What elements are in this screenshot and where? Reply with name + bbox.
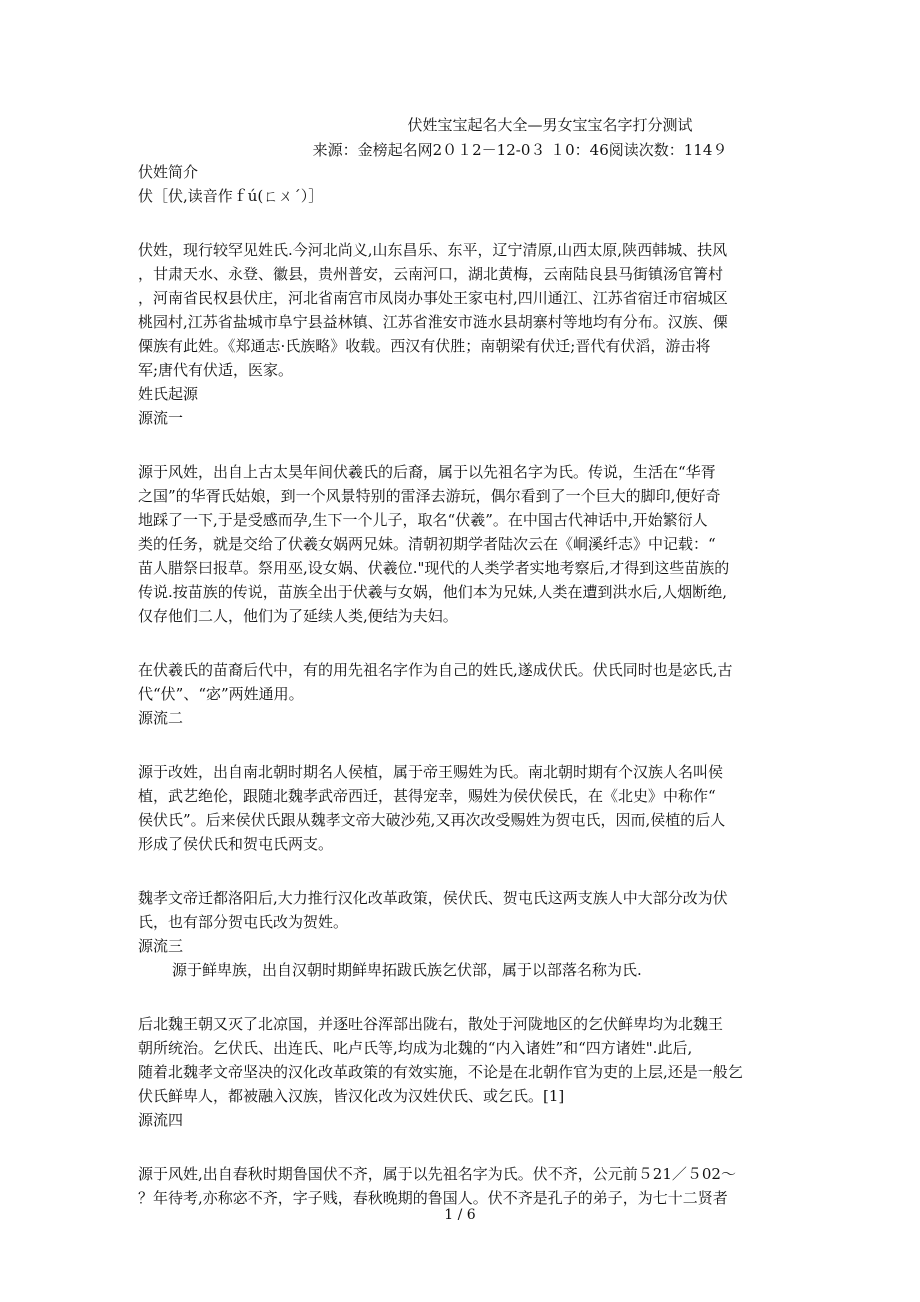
text-line: 侯伏氏”。后来侯伏氏跟从魏孝文帝大破沙苑,又再次改受赐姓为贺屯氏，因而,侯植的后人 [138, 811, 726, 829]
stream1-paragraph-2 [138, 658, 788, 706]
intro-paragraph [138, 238, 788, 382]
text-line: 后北魏王朝又灭了北凉国，并逐吐谷浑部出陇右，散处于河陇地区的乞伏鲜卑均为北魏王 [138, 1015, 724, 1033]
text-line: ，甘肃天水、永登、徽县，贵州普安，云南河口，湖北黄梅，云南陆良县马街镇汤官箐村 [138, 265, 724, 283]
document-body [138, 160, 788, 1210]
page-number: 1 / 6 [444, 1207, 476, 1223]
text-line: ，河南省民权县伏庄，河北省南宫市凤岗办事处王家屯村,四川通江、江苏省宿迁市宿城区 [138, 289, 728, 307]
text-line: 形成了侯伏氏和贺屯氏两支。 [138, 835, 334, 853]
text-line: 氏，也有部分贺屯氏改为贺姓。 [138, 913, 349, 931]
text-line: 魏孝文帝迁都洛阳后,大力推行汉化改革政策，侯伏氏、贺屯氏这两支族人中大部分改为伏 [138, 889, 728, 907]
text-line: 军;唐代有伏适，医家。 [138, 361, 294, 379]
heading-intro: 伏姓简介 [138, 163, 199, 181]
text-line: 伏姓，现行较罕见姓氏.今河北尚义,山东昌乐、东平，辽宁清原,山西太原,陕西韩城、扶风 [138, 241, 728, 259]
text-line: 代“伏”、“宓”两姓通用。 [138, 685, 304, 703]
text-line: 苗人腊祭曰报草。祭用巫,设女娲、伏羲位."现代的人类学者实地考察后,才得到这些苗族的 [138, 559, 730, 577]
text-line: ？年待考,亦称宓不齐，字子贱，春秋晚期的鲁国人。伏不齐是孔子的弟子，为七十二贤者 [138, 1189, 728, 1207]
text-line: 傈族有此姓。《郑通志·氏族略》收载。西汉有伏胜；南朝梁有伏迁;晋代有伏滔，游击将 [138, 337, 711, 355]
source-line: 来源：金榜起名网2０１2－12-0３ １0：46阅读次数：114９ [312, 141, 728, 159]
text-line: 之国”的华胥氏姑娘，到一个风景特别的雷泽去游玩，偶尔看到了一个巨大的脚印,便好奇 [138, 487, 721, 505]
stream3-indented-line: 源于鲜卑族，出自汉朝时期鲜卑拓跋氏族乞伏部，属于以部落名称为氏. [172, 961, 642, 979]
stream-label: 源流二 [138, 709, 184, 727]
stream-label: 源流四 [138, 1111, 184, 1129]
document-title: 伏姓宝宝起名大全—男女宝宝名字打分测试 [407, 116, 693, 134]
text-line: 伏氏鲜卑人，都被融入汉族，皆汉化改为汉姓伏氏、或乞氏。[1] [138, 1087, 565, 1105]
text-line: 源于改姓，出自南北朝时期名人侯植，属于帝王赐姓为氏。南北朝时期有个汉族人名叫侯 [138, 763, 724, 781]
text-line: 在伏羲氏的苗裔后代中，有的用先祖名字作为自己的姓氏,遂成伏氏。伏氏同时也是宓氏,古 [138, 661, 733, 679]
stream-label: 源流一 [138, 409, 184, 427]
stream-label: 源流三 [138, 937, 184, 955]
text-line: 朝所统治。乞伏氏、出连氏、叱卢氏等,均成为北魏的“内入诸姓”和“四方诸姓".此后, [138, 1039, 693, 1057]
text-line: 桃园村,江苏省盐城市阜宁县益林镇、江苏省淮安市涟水县胡寨村等地均有分布。汉族、傈 [138, 313, 728, 331]
text-line: 源于风姓，出自上古太昊年间伏羲氏的后裔，属于以先祖名字为氏。传说，生活在“华胥 [138, 463, 716, 481]
text-line: 源于风姓,出自春秋时期鲁国伏不齐，属于以先祖名字为氏。伏不齐，公元前５21／５02～ [138, 1165, 736, 1183]
stream2-paragraph-2 [138, 886, 788, 934]
stream3-paragraph [138, 1012, 788, 1108]
text-line: 类的任务，就是交给了伏羲女娲两兄妹。清朝初期学者陆次云在《峒溪纤志》中记载：“ [138, 535, 716, 553]
pronunciation: 伏［伏,读音作ｆú(ㄈㄨˊ）］ [138, 187, 324, 205]
heading-origin: 姓氏起源 [138, 385, 199, 403]
text-line: 随着北魏孝文帝坚决的汉化改革政策的有效实施，不论是在北朝作官为吏的上层,还是一般乞 [138, 1063, 743, 1081]
text-line: 传说.按苗族的传说，苗族全出于伏羲与女娲，他们本为兄妹,人类在遭到洪水后,人烟断绝, [138, 583, 728, 601]
stream1-paragraph [138, 460, 788, 628]
text-line: 植，武艺绝伦，跟随北魏孝武帝西迁，甚得宠幸，赐姓为侯伏侯氏，在《北史》中称作“ [138, 787, 716, 805]
stream4-paragraph [138, 1162, 788, 1210]
text-line: 仅存他们二人，他们为了延续人类,便结为夫妇。 [138, 607, 458, 625]
stream2-paragraph [138, 760, 788, 856]
text-line: 地踩了一下,于是受感而孕,生下一个儿子，取名“伏羲”。在中国古代神话中,开始繁衍人 [138, 511, 708, 529]
